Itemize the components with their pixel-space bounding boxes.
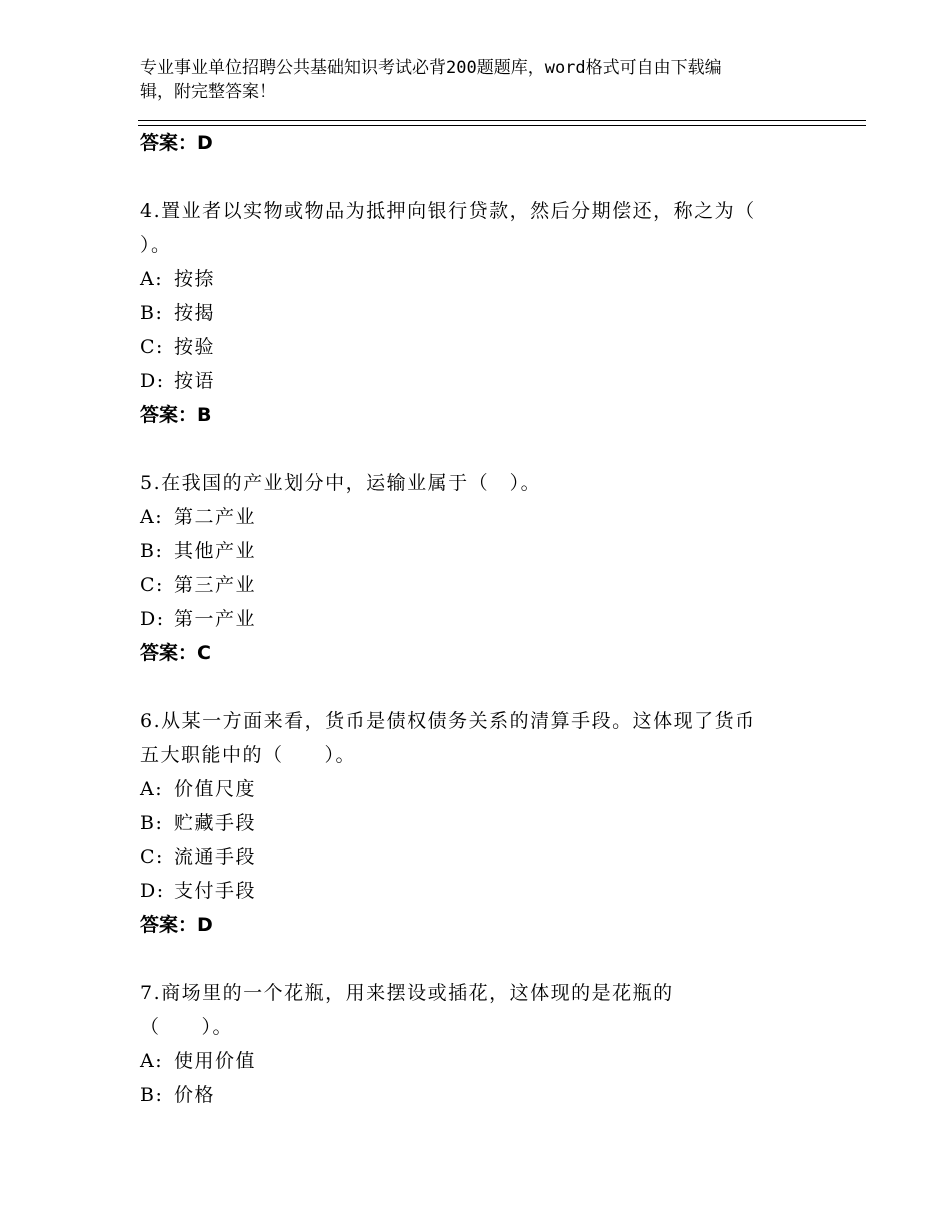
option-letter: D: bbox=[140, 608, 165, 630]
page-header bbox=[140, 56, 800, 104]
header-line-1: 专业事业单位招聘公共基础知识考试必背200题题库，word格式可自由下载编 bbox=[140, 58, 722, 78]
option-letter: B: bbox=[140, 812, 164, 834]
option-letter: D: bbox=[140, 370, 165, 392]
question-text bbox=[140, 704, 820, 772]
option-c bbox=[140, 840, 820, 874]
option-text: 贮藏手段 bbox=[174, 812, 257, 834]
option-text: 第一产业 bbox=[174, 608, 257, 630]
question-text-line: 4.置业者以实物或物品为抵押向银行贷款，然后分期偿还，称之为（ bbox=[140, 200, 756, 222]
question-7 bbox=[140, 976, 820, 1112]
question-text-line: 5.在我国的产业划分中，运输业属于（ ）。 bbox=[140, 472, 542, 494]
question-text-line: （ ）。 bbox=[140, 1016, 234, 1038]
option-text: 价格 bbox=[174, 1084, 216, 1106]
option-b bbox=[140, 806, 820, 840]
option-letter: D: bbox=[140, 880, 165, 902]
option-text: 按验 bbox=[174, 336, 216, 358]
option-letter: C: bbox=[140, 574, 164, 596]
question-list bbox=[140, 126, 820, 1112]
option-a bbox=[140, 500, 820, 534]
option-letter: A: bbox=[140, 268, 164, 290]
option-letter: B: bbox=[140, 540, 164, 562]
answer: 答案：D bbox=[140, 914, 213, 936]
option-b bbox=[140, 534, 820, 568]
option-text: 按揭 bbox=[174, 302, 216, 324]
option-c bbox=[140, 330, 820, 364]
option-text: 支付手段 bbox=[174, 880, 257, 902]
option-a bbox=[140, 1044, 820, 1078]
option-letter: A: bbox=[140, 1050, 164, 1072]
option-letter: A: bbox=[140, 778, 164, 800]
option-text: 价值尺度 bbox=[174, 778, 257, 800]
option-letter: C: bbox=[140, 336, 164, 358]
option-b bbox=[140, 1078, 820, 1112]
option-d bbox=[140, 364, 820, 398]
option-letter: C: bbox=[140, 846, 164, 868]
question-text-line: 五大职能中的（ ）。 bbox=[140, 744, 357, 766]
question-text bbox=[140, 194, 820, 262]
answer: 答案：B bbox=[140, 404, 212, 426]
question-text bbox=[140, 976, 820, 1044]
option-letter: A: bbox=[140, 506, 164, 528]
header-line-2: 辑，附完整答案！ bbox=[140, 82, 276, 102]
question-text-line: 6.从某一方面来看，货币是债权债务关系的清算手段。这体现了货币 bbox=[140, 710, 756, 732]
option-text: 第二产业 bbox=[174, 506, 257, 528]
option-letter: B: bbox=[140, 302, 164, 324]
question-5 bbox=[140, 466, 820, 670]
option-letter: B: bbox=[140, 1084, 164, 1106]
option-text: 按捺 bbox=[174, 268, 216, 290]
option-text: 按语 bbox=[174, 370, 216, 392]
option-text: 流通手段 bbox=[174, 846, 257, 868]
option-a bbox=[140, 262, 820, 296]
question-text bbox=[140, 466, 820, 500]
question-text-line: ）。 bbox=[140, 234, 172, 256]
prev-answer: 答案：D bbox=[140, 132, 213, 154]
option-b bbox=[140, 296, 820, 330]
answer: 答案：C bbox=[140, 642, 211, 664]
option-text: 其他产业 bbox=[174, 540, 257, 562]
option-text: 第三产业 bbox=[174, 574, 257, 596]
question-text-line: 7.商场里的一个花瓶，用来摆设或插花，这体现的是花瓶的 bbox=[140, 982, 674, 1004]
option-d bbox=[140, 874, 820, 908]
question-6 bbox=[140, 704, 820, 942]
option-c bbox=[140, 568, 820, 602]
option-d bbox=[140, 602, 820, 636]
option-a bbox=[140, 772, 820, 806]
question-4 bbox=[140, 194, 820, 432]
option-text: 使用价值 bbox=[174, 1050, 257, 1072]
